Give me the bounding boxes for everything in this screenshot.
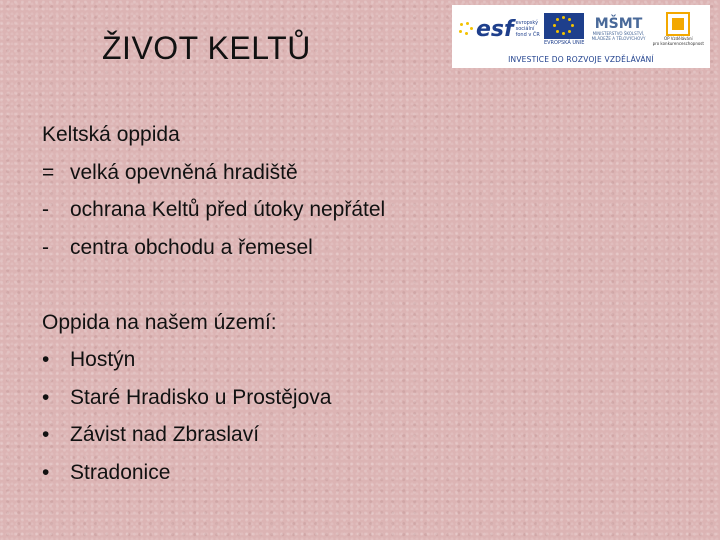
bullet-item: [42, 341, 385, 379]
bullet-item-text: Stradonice: [70, 460, 171, 484]
list-marker: =: [42, 160, 55, 184]
list-item: [42, 229, 385, 267]
eu-logo: [544, 13, 584, 46]
list-item-text: velká opevněná hradiště: [70, 160, 298, 184]
bullet-item-text: Hostýn: [70, 348, 136, 371]
sponsor-logo-strip: [452, 5, 710, 68]
esf-mark: esf: [476, 16, 514, 42]
esf-stars-icon: [458, 22, 474, 36]
slide-title: ŽIVOT KELTŮ: [102, 30, 311, 66]
list-item: [42, 154, 385, 192]
bullet-marker: •: [42, 423, 50, 446]
eu-text: EVROPSKÁ UNIE: [543, 39, 585, 46]
section-heading: Oppida na našem území:: [42, 310, 277, 334]
esf-text: evropský sociální fond v ČR: [515, 20, 540, 38]
msmt-text: MINISTERSTVO ŠKOLSTVÍ, MLÁDEŽE A TĚLOVÝCHOVY: [591, 31, 646, 41]
list-marker: -: [42, 198, 49, 221]
section-heading: Keltská oppida: [42, 123, 180, 146]
slide-body: [42, 116, 385, 491]
esf-logo: [458, 17, 540, 42]
bullet-item: [42, 379, 385, 417]
msmt-mark: MŠMT: [594, 16, 643, 32]
op-logo-icon: [666, 12, 690, 36]
op-logo: [653, 12, 704, 46]
bullet-item-text: Závist nad Zbraslaví: [70, 423, 260, 446]
bullet-marker: •: [42, 460, 50, 484]
list-marker: -: [42, 235, 49, 259]
bullet-item: [42, 416, 385, 454]
logos-row: [458, 9, 704, 49]
list-item-text: centra obchodu a řemesel: [70, 235, 313, 259]
bullet-item-text: Staré Hradisko u Prostějova: [70, 385, 332, 409]
msmt-logo: [589, 17, 649, 41]
logo-caption: INVESTICE DO ROZVOJE VZDĚLÁVÁNÍ: [508, 55, 654, 64]
eu-flag-icon: [544, 13, 584, 39]
list-item: [42, 191, 385, 229]
bullet-marker: •: [42, 348, 50, 371]
spacer: [42, 266, 385, 304]
bullet-item: [42, 454, 385, 492]
bullet-marker: •: [42, 385, 50, 409]
list-item-text: ochrana Keltů před útoky nepřátel: [70, 198, 386, 221]
op-text: OP Vzdělávání pro konkurenceschopnost: [652, 36, 704, 46]
